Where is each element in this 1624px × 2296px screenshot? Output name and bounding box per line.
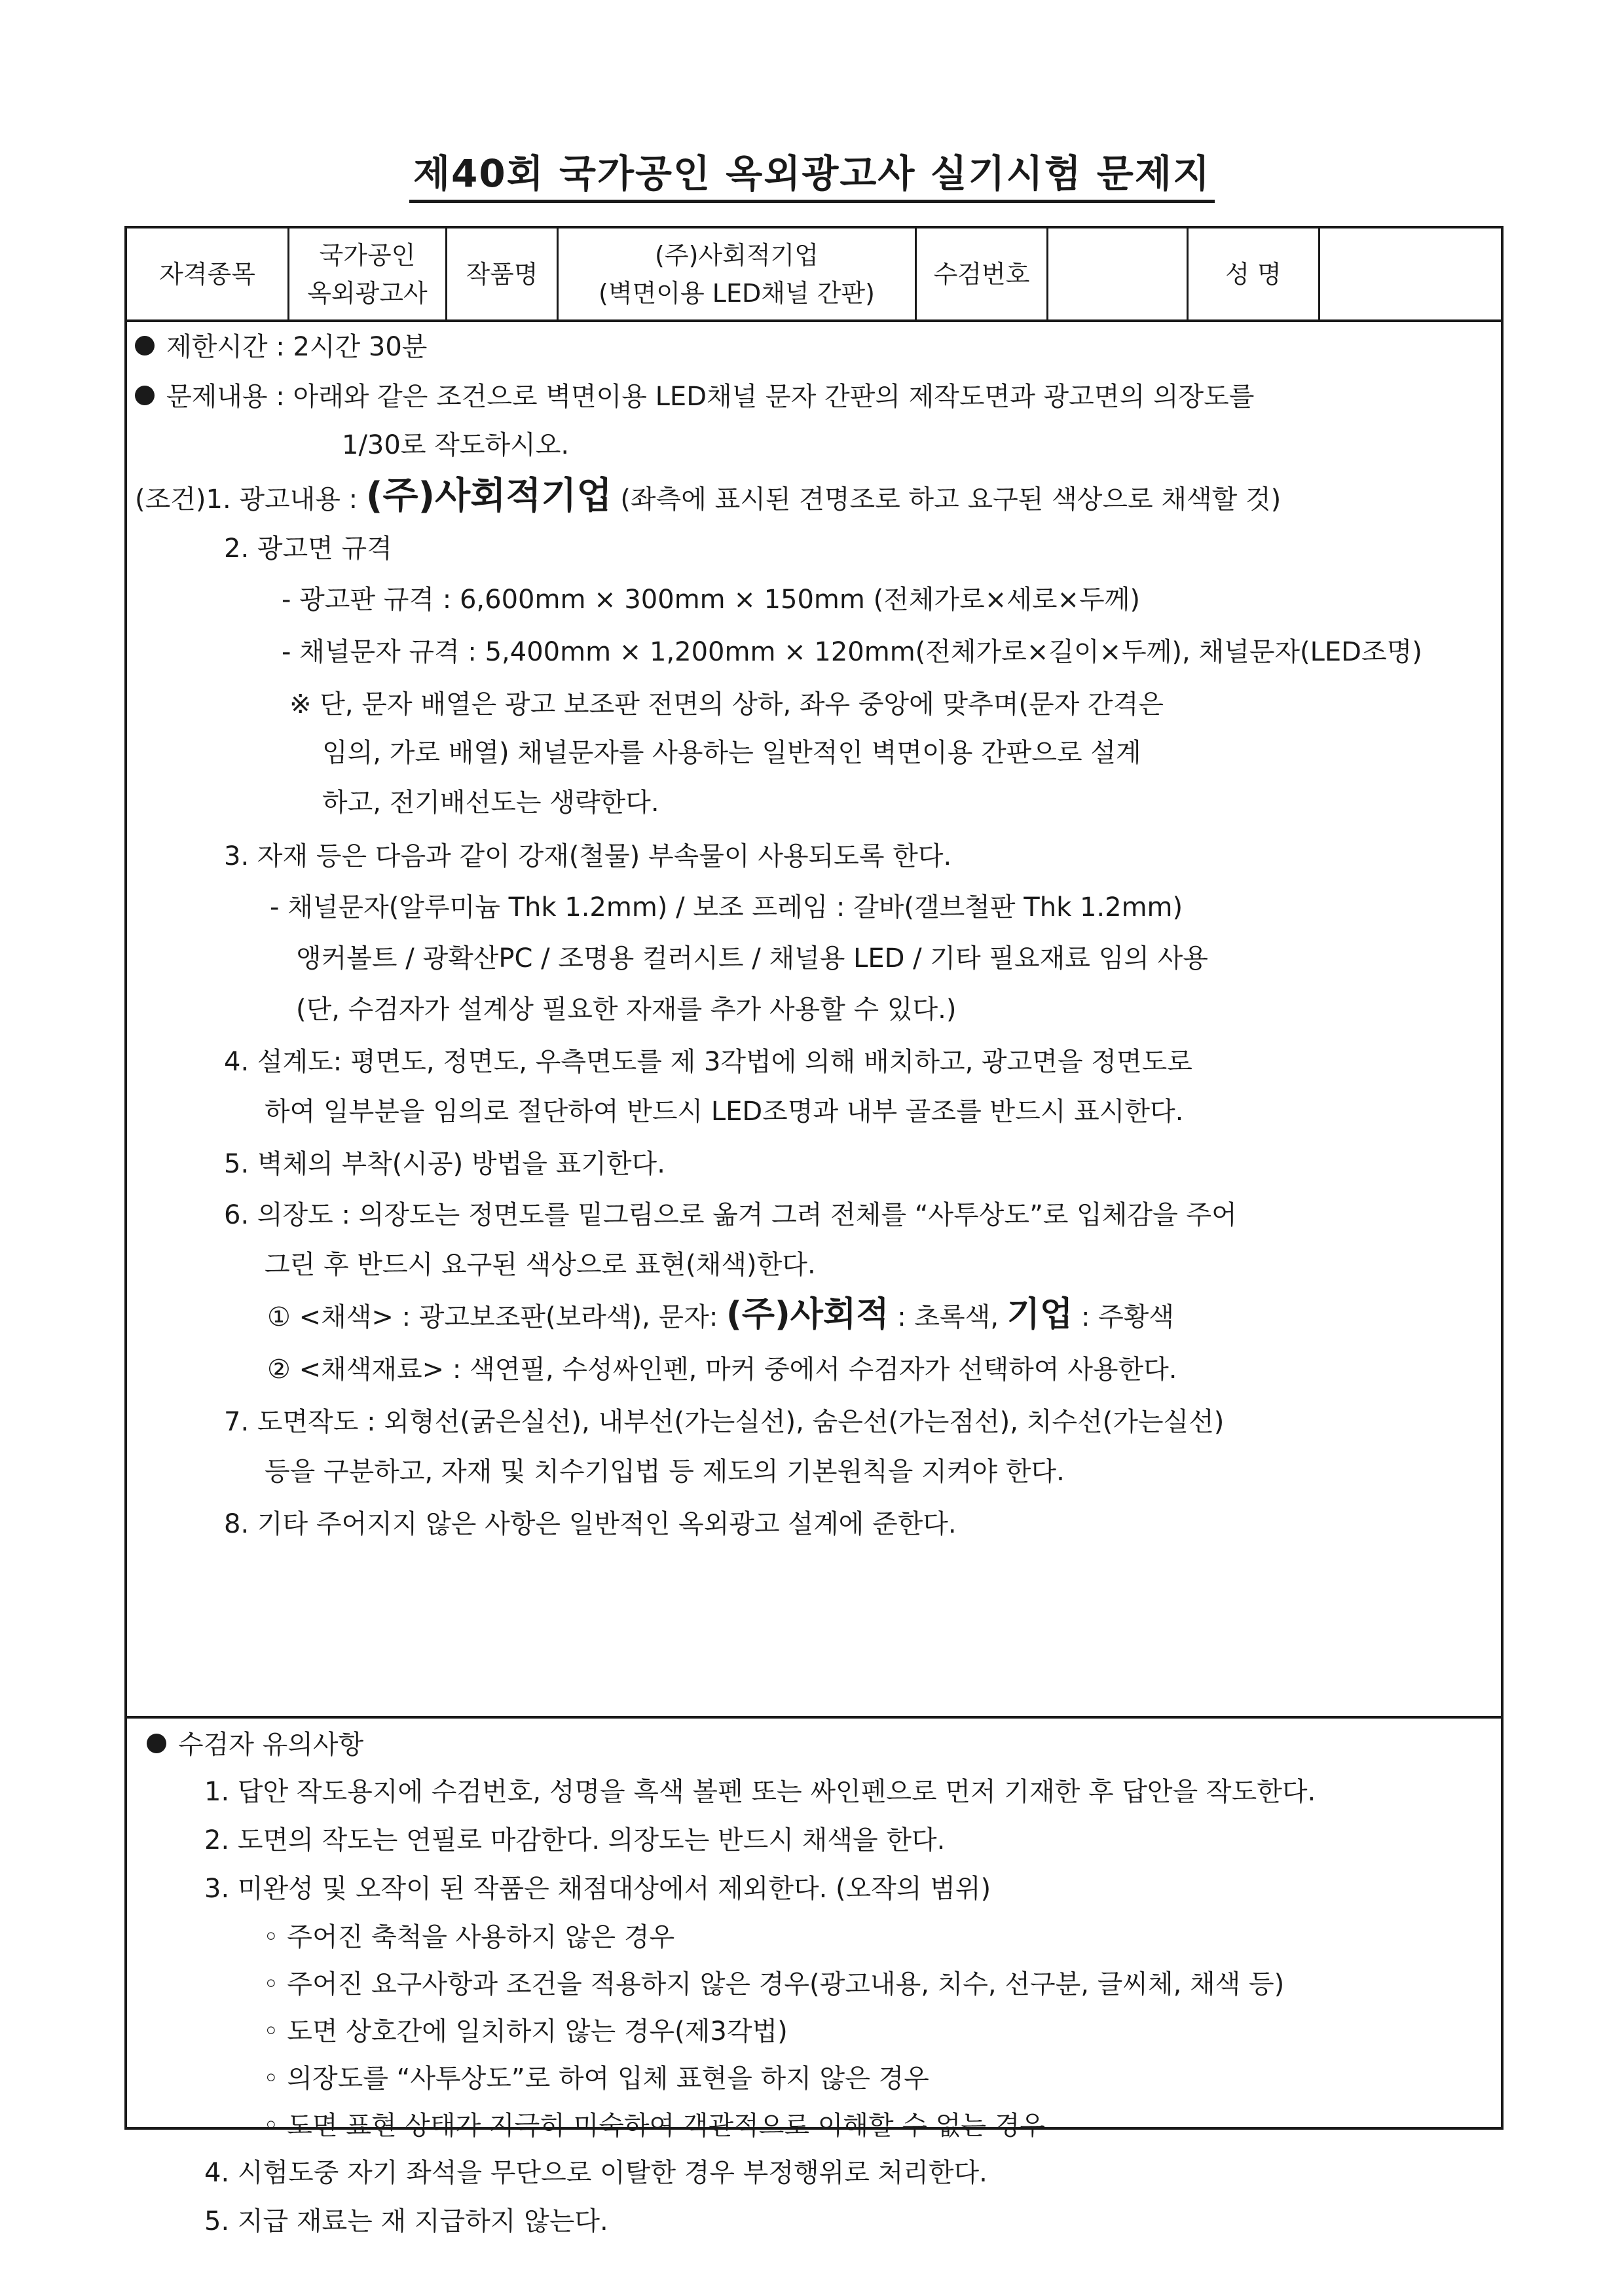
condition-1: (조건)1. 광고내용 : (주)사회적기업 (좌측에 표시된 견명조로 하고 요구된 색상으로 채색할 것) — [135, 475, 1282, 517]
condition-6: 6. 의장도 : 의장도는 정면도를 밑그림으로 옮겨 그려 전체를 “사투상도”로 입체감을 주어 — [224, 1200, 1237, 1230]
exam-number-label: 수검번호 — [917, 228, 1048, 319]
condition-7: 7. 도면작도 : 외형선(굵은실선), 내부선(가는실선), 숨은선(가는점선), 치수선(가는실선) — [224, 1407, 1225, 1437]
condition-2-note: 하고, 전기배선도는 생략한다. — [322, 788, 659, 818]
condition-3-materials: (단, 수검자가 설계상 필요한 자재를 추가 사용할 수 있다.) — [296, 994, 957, 1025]
condition-2-note: ※ 단, 문자 배열은 광고 보조판 전면의 상하, 좌우 중앙에 맞추며(문자 간격은 — [289, 689, 1164, 720]
name-label: 성 명 — [1189, 228, 1320, 319]
note-4: 4. 시험도중 자기 좌석을 무단으로 이탈한 경우 부정행위로 처리한다. — [204, 2158, 987, 2188]
condition-4-cont: 하여 일부분을 임의로 절단하여 반드시 LED조명과 내부 골조를 반드시 표시한다. — [265, 1097, 1184, 1127]
condition-6-materials: ② <채색재료> : 색연필, 수성싸인펜, 마커 중에서 수검자가 선택하여 사용한다. — [267, 1355, 1177, 1385]
note-3: 3. 미완성 및 오작이 된 작품은 채점대상에서 제외한다. (오작의 범위) — [204, 1874, 991, 1904]
problem-statement-cont: 1/30로 작도하시오. — [342, 430, 570, 460]
name-field[interactable] — [1320, 228, 1501, 319]
bullet-icon — [135, 386, 155, 405]
note-3-item: ◦ 도면 표현 상태가 지극히 미숙하여 객관적으로 이해할 수 없는 경우 — [263, 2111, 1046, 2141]
condition-3-materials: - 채널문자(알루미늄 Thk 1.2mm) / 보조 프레임 : 갈바(갤브철판 Thk 1.2mm) — [270, 892, 1183, 922]
note-3-item: ◦ 의장도를 “사투상도”로 하여 입체 표현을 하지 않은 경우 — [263, 2064, 929, 2094]
work-value: (주)사회적기업 (벽면이용 LED채널 간판) — [559, 228, 917, 319]
condition-2-channel: - 채널문자 규격 : 5,400mm × 1,200mm × 120mm(전체가로×길이×두께), 채널문자(LED조명) — [282, 637, 1422, 667]
notes-heading: 수검자 유의사항 — [147, 1728, 363, 1762]
note-1: 1. 답안 작도용지에 수검번호, 성명을 흑색 볼펜 또는 싸인펜으로 먼저 기재한 후 답안을 작도한다. — [204, 1777, 1316, 1807]
condition-8: 8. 기타 주어지지 않은 사항은 일반적인 옥외광고 설계에 준한다. — [224, 1509, 957, 1539]
note-3-item: ◦ 주어진 축척을 사용하지 않은 경우 — [263, 1922, 675, 1952]
page-title: 제40회 국가공인 옥외광고사 실기시험 문제지 — [0, 143, 1624, 198]
bullet-icon — [147, 1734, 166, 1753]
qual-label: 자격종목 — [127, 228, 289, 319]
work-label: 작품명 — [447, 228, 559, 319]
exam-number-field[interactable] — [1048, 228, 1189, 319]
condition-6-cont: 그린 후 반드시 요구된 색상으로 표현(채색)한다. — [265, 1250, 816, 1280]
candidate-notes — [127, 1716, 1501, 2236]
bullet-icon — [135, 336, 155, 355]
note-5: 5. 지급 재료는 재 지급하지 않는다. — [204, 2206, 608, 2236]
condition-2: 2. 광고면 규격 — [224, 534, 392, 564]
condition-2-note: 임의, 가로 배열) 채널문자를 사용하는 일반적인 벽면이용 간판으로 설계 — [322, 738, 1141, 768]
note-2: 2. 도면의 작도는 연필로 마감한다. 의장도는 반드시 채색을 한다. — [204, 1825, 946, 1855]
qual-value: 국가공인 옥외광고사 — [289, 228, 447, 319]
problem-statement: 문제내용 : 아래와 같은 조건으로 벽면이용 LED채널 문자 간판의 제작도면과 광고면의 의장도를 — [135, 380, 1254, 414]
condition-3: 3. 자재 등은 다음과 같이 강재(철물) 부속물이 사용되도록 한다. — [224, 841, 952, 871]
note-3-item: ◦ 주어진 요구사항과 조건을 적용하지 않은 경우(광고내용, 치수, 선구분, 글씨체, 채색 등) — [263, 1969, 1285, 1999]
condition-7-cont: 등을 구분하고, 자재 및 치수기입법 등 제도의 기본원칙을 지켜야 한다. — [265, 1457, 1065, 1487]
condition-4: 4. 설계도: 평면도, 정면도, 우측면도를 제 3각법에 의해 배치하고, 광고면을 정면도로 — [224, 1047, 1192, 1077]
condition-2-board: - 광고판 규격 : 6,600mm × 300mm × 150mm (전체가로×세로×두께) — [282, 585, 1140, 615]
conditions-section — [127, 322, 1501, 1802]
exam-sheet — [124, 226, 1504, 2236]
note-3-item: ◦ 도면 상호간에 일치하지 않는 경우(제3각법) — [263, 2016, 788, 2047]
header-table — [127, 228, 1501, 322]
condition-5: 5. 벽체의 부착(시공) 방법을 표기한다. — [224, 1149, 665, 1179]
condition-6-coloring: ① <채색> : 광고보조판(보라색), 문자: (주)사회적 : 초록색, 기업 : 주황색 — [267, 1295, 1175, 1334]
time-limit: 제한시간 : 2시간 30분 — [135, 330, 427, 364]
condition-3-materials: 앵커볼트 / 광확산PC / 조명용 컬러시트 / 채널용 LED / 기타 필요재료 임의 사용 — [296, 943, 1208, 974]
